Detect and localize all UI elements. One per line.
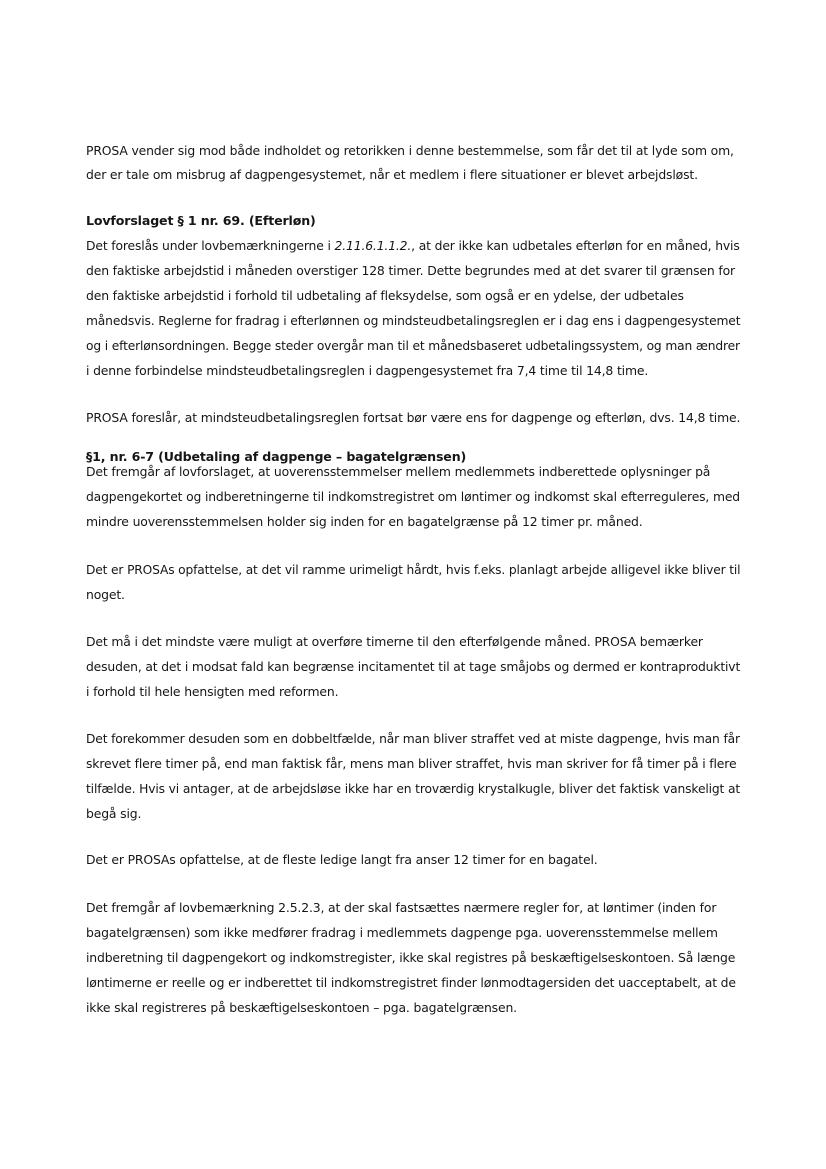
paragraph-line: PROSA vender sig mod både indholdet og retorikken i denne bestemmelse, som får det til at lyde som om, xyxy=(86,143,734,158)
paragraph-line: desuden, at det i modsat fald kan begrænse incitamentet til at tage småjobs og dermed er kontraproduktivt xyxy=(86,659,741,674)
paragraph-line: den faktiske arbejdstid i måneden overstiger 128 timer. Dette begrundes med at det svarer til grænsen for xyxy=(86,263,735,278)
paragraph-line: Det er PROSAs opfattelse, at de fleste ledige langt fra anser 12 timer for en bagatel. xyxy=(86,852,598,867)
paragraph-line: månedsvis. Reglerne for fradrag i efterlønnen og mindsteudbetalingsreglen er i dag ens i dagpengesystemet xyxy=(86,313,741,328)
paragraph-line: i denne forbindelse mindsteudbetalingsreglen i dagpengesystemet fra 7,4 time til 14,8 time. xyxy=(86,363,649,378)
paragraph-line: skrevet flere timer på, end man faktisk får, mens man bliver straffet, hvis man skriver for få timer på i flere xyxy=(86,756,737,771)
paragraph-line: ikke skal registreres på beskæftigelseskontoen – pga. bagatelgrænsen. xyxy=(86,1000,517,1015)
paragraph-line: Det er PROSAs opfattelse, at det vil ramme urimeligt hårdt, hvis f.eks. planlagt arbejde alligevel ikke bliver til xyxy=(86,562,741,577)
section-heading: §1, nr. 6-7 (Udbetaling af dagpenge – bagatelgrænsen) xyxy=(86,449,467,464)
paragraph-line xyxy=(86,238,740,253)
paragraph-line: der er tale om misbrug af dagpengesystemet, når et medlem i flere situationer er blevet arbejdsløst. xyxy=(86,167,698,182)
paragraph-line: Det forekommer desuden som en dobbeltfælde, når man bliver straffet ved at miste dagpenge, hvis man får xyxy=(86,731,740,746)
paragraph-line: Det fremgår af lovbemærkning 2.5.2.3, at der skal fastsættes nærmere regler for, at løntimer (inden for xyxy=(86,900,717,915)
section-heading: Lovforslaget § 1 nr. 69. (Efterløn) xyxy=(86,213,316,228)
paragraph-line: indberetning til dagpengekort og indkomstregister, ikke skal registres på beskæftigelseskontoen. Så længe xyxy=(86,950,736,965)
paragraph-line: begå sig. xyxy=(86,806,142,821)
paragraph-line: Det fremgår af lovforslaget, at uoverensstemmelser mellem medlemmets indberettede oplysninger på xyxy=(86,464,711,479)
paragraph-line: PROSA foreslår, at mindsteudbetalingsreglen fortsat bør være ens for dagpenge og efterløn, dvs. 14,8 time. xyxy=(86,410,741,425)
text-segment: , at der ikke kan udbetales efterløn for en måned, hvis xyxy=(411,238,740,253)
paragraph-line: og i efterlønsordningen. Begge steder overgår man til et månedsbaseret udbetalingssystem, og man ændrer xyxy=(86,338,740,353)
paragraph-line: noget. xyxy=(86,587,125,602)
paragraph-line: mindre uoverensstemmelsen holder sig inden for en bagatelgrænse på 12 timer pr. måned. xyxy=(86,514,643,529)
text-segment: Det foreslås under lovbemærkningerne i xyxy=(86,238,335,253)
paragraph-line: den faktiske arbejdstid i forhold til udbetaling af fleksydelse, som også er en ydelse, der udbetales xyxy=(86,288,684,303)
paragraph-line: løntimerne er reelle og er indberettet til indkomstregistret finder lønmodtagersiden det uacceptabelt, at de xyxy=(86,975,736,990)
paragraph-line: Det må i det mindste være muligt at overføre timerne til den efterfølgende måned. PROSA bemærker xyxy=(86,634,703,649)
paragraph-line: tilfælde. Hvis vi antager, at de arbejdsløse ikke har en troværdig krystalkugle, bliver det faktisk vanskeligt at xyxy=(86,781,741,796)
paragraph-line: i forhold til hele hensigten med reformen. xyxy=(86,684,339,699)
paragraph-line: dagpengekortet og indberetningerne til indkomstregistret om løntimer og indkomst skal efterreguleres, med xyxy=(86,489,740,504)
reference-italic: 2.11.6.1.1.2. xyxy=(334,238,412,253)
paragraph-line: bagatelgrænsen) som ikke medfører fradrag i medlemmets dagpenge pga. uoverensstemmelse mellem xyxy=(86,925,718,940)
